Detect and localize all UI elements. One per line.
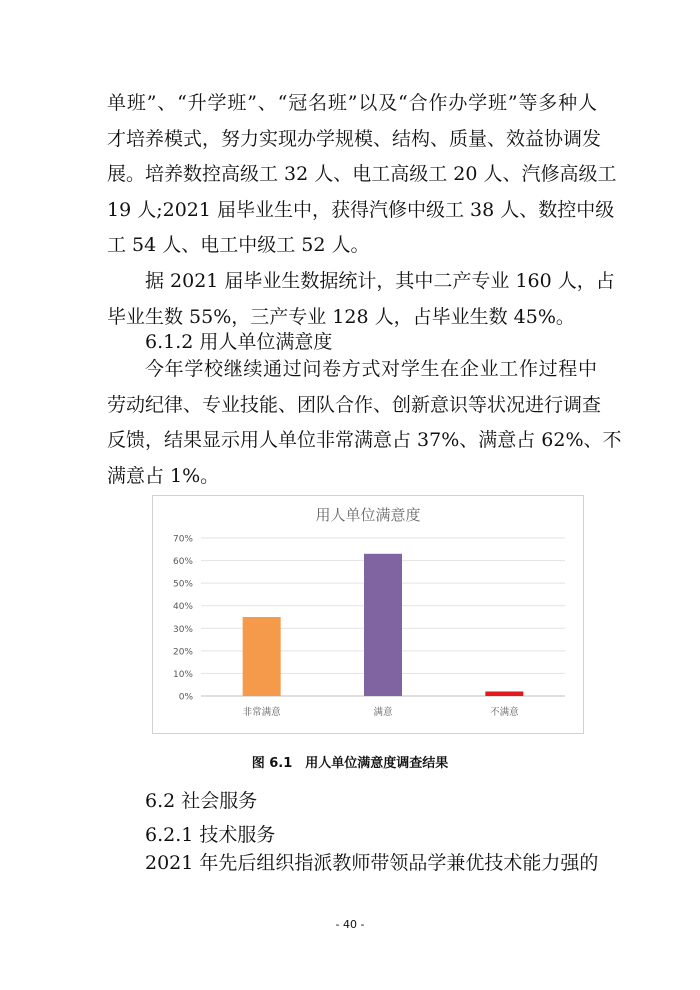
text-line: 才培养模式，努力实现办学规模、结构、质量、效益协调发 bbox=[107, 127, 602, 150]
chart-title: 用人单位满意度 bbox=[315, 506, 421, 524]
x-tick-label: 非常满意 bbox=[242, 707, 281, 718]
y-tick-label: 60% bbox=[172, 557, 193, 568]
chart-x-ticks bbox=[243, 706, 519, 718]
paragraph-survey bbox=[107, 352, 622, 494]
text-line: 今年学校继续通过问卷方式对学生在企业工作过程中 bbox=[145, 358, 597, 380]
heading-employer-satisfaction: 6.1.2 用人单位满意度 bbox=[145, 331, 333, 353]
text-line: 2021 年先后组织指派教师带领品学兼优技术能力强的 bbox=[145, 852, 599, 874]
y-tick-label: 30% bbox=[172, 624, 193, 635]
bar-2 bbox=[485, 691, 523, 696]
y-tick-label: 50% bbox=[172, 579, 193, 590]
paragraph-technical-service bbox=[107, 846, 597, 882]
y-tick-label: 20% bbox=[172, 647, 193, 658]
heading-social-service: 6.2 社会服务 bbox=[145, 790, 258, 812]
bar-0 bbox=[243, 617, 281, 696]
text-line: 单班”、“升学班”、“冠名班”以及“合作办学班”等多种人 bbox=[107, 92, 597, 114]
text-line: 满意占 1%。 bbox=[107, 464, 220, 487]
satisfaction-chart bbox=[152, 495, 584, 734]
heading-technical-service: 6.2.1 技术服务 bbox=[145, 824, 276, 846]
y-tick-label: 70% bbox=[172, 534, 193, 545]
text-line: 反馈，结果显示用人单位非常满意占 37%、满意占 62%、不 bbox=[107, 429, 622, 451]
chart-canvas bbox=[153, 496, 583, 733]
text-line: 工 54 人、电工中级工 52 人。 bbox=[107, 234, 370, 256]
paragraph-training-modes bbox=[107, 86, 617, 264]
text-line: 展。培养数控高级工 32 人、电工高级工 20 人、汽修高级工 bbox=[107, 163, 617, 185]
chart-y-ticks bbox=[173, 535, 193, 703]
x-tick-label: 不满意 bbox=[490, 707, 519, 718]
chart-bars bbox=[243, 554, 524, 696]
y-tick-label: 40% bbox=[172, 602, 193, 613]
bar-1 bbox=[364, 554, 402, 696]
text-line: 19 人;2021 届毕业生中，获得汽修中级工 38 人、数控中级 bbox=[107, 198, 615, 221]
paragraph-graduate-stats bbox=[107, 264, 615, 335]
y-tick-label: 10% bbox=[172, 669, 193, 680]
text-line: 劳动纪律、专业技能、团队合作、创新意识等状况进行调查 bbox=[107, 393, 602, 416]
text-line: 据 2021 届毕业生数据统计，其中二产专业 160 人，占 bbox=[145, 270, 615, 292]
page-number: - 40 - bbox=[335, 918, 365, 931]
y-tick-label: 0% bbox=[178, 692, 193, 703]
text-line: 毕业生数 55%，三产专业 128 人，占毕业生数 45%。 bbox=[107, 305, 575, 328]
x-tick-label: 满意 bbox=[373, 707, 393, 718]
figure-caption: 图 6.1 用人单位满意度调查结果 bbox=[251, 756, 449, 771]
